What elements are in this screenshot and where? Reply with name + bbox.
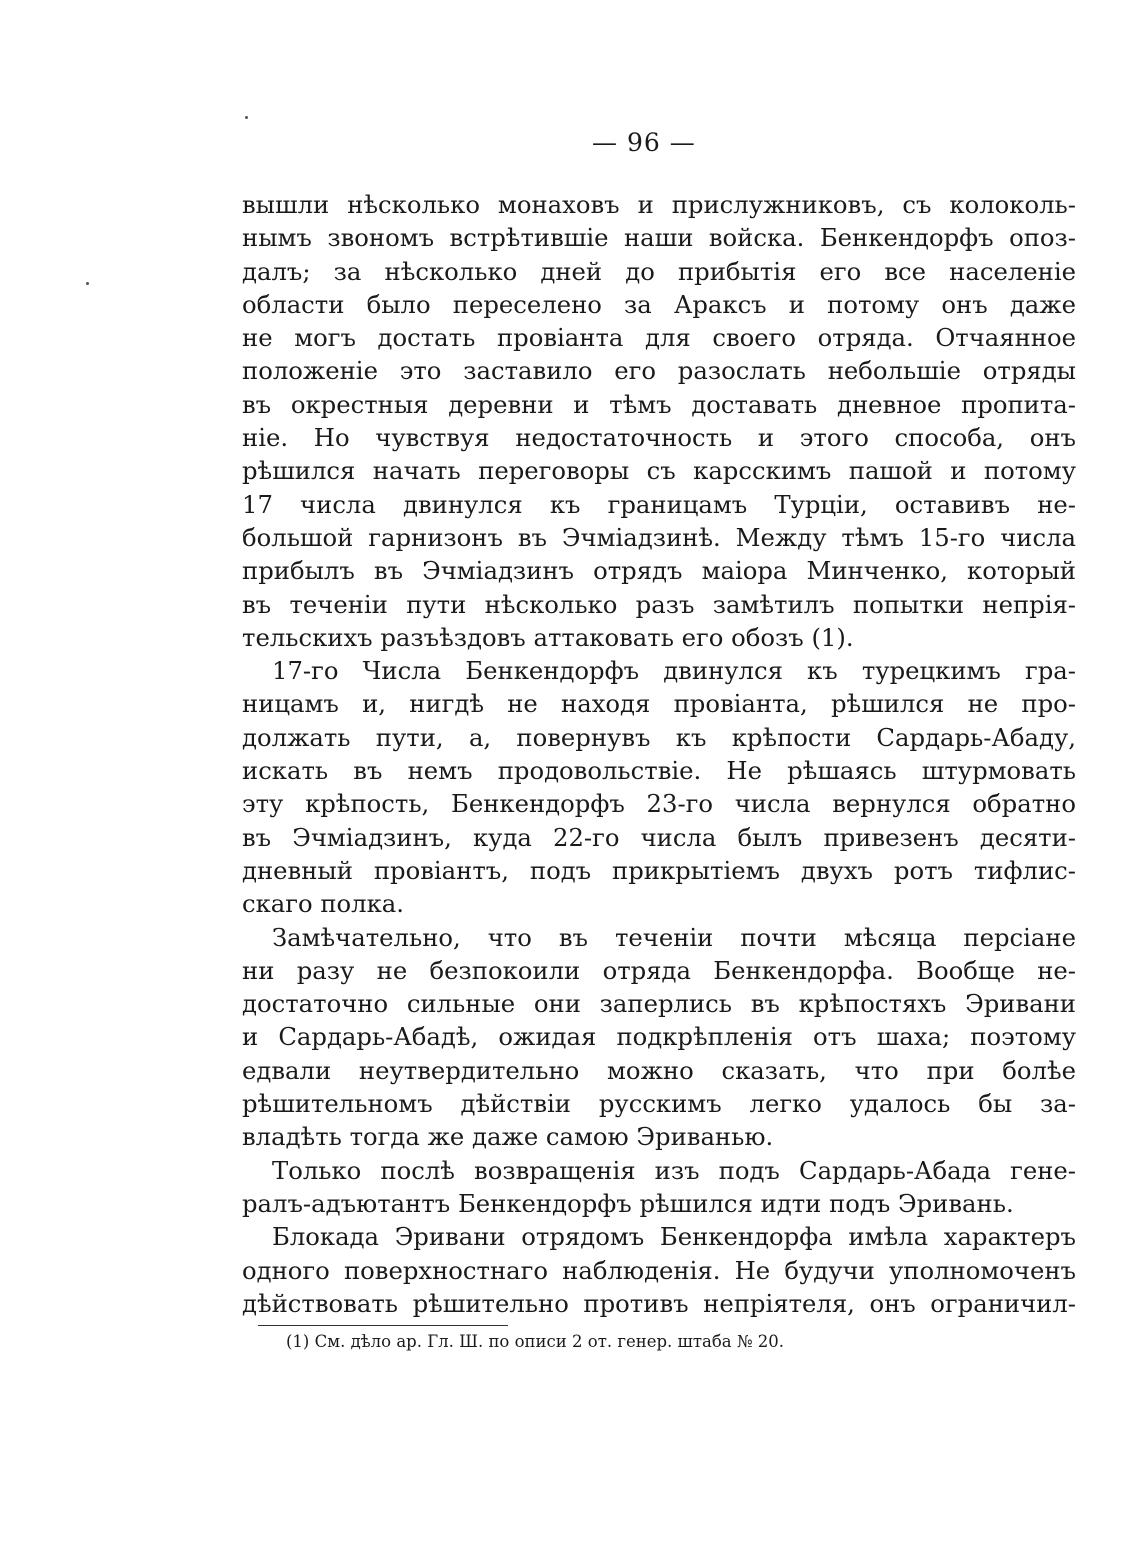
- text-line: Блокада Эривани отрядомъ Бенкендорфа имѣла характеръ: [272, 1222, 1076, 1252]
- scan-speck: [86, 282, 89, 285]
- text-line: въ теченіи пути нѣсколько разъ замѣтилъ попытки непрія-: [242, 589, 1076, 619]
- text-line: одного поверхностнаго наблюденія. Не будучи уполномоченъ: [242, 1255, 1076, 1285]
- text-line: 17 числа двинулся къ границамъ Турціи, оставивъ не-: [242, 489, 1076, 519]
- footnote-divider: [258, 1325, 508, 1326]
- text-line: вышли нѣсколько монаховъ и прислужниковъ, съ колоколь-: [242, 190, 1076, 219]
- text-line: тельскихъ разъѣздовъ аттаковать его обозъ (1).: [242, 622, 854, 652]
- text-line: въ Эчміадзинъ, куда 22-го числа былъ привезенъ десяти-: [242, 822, 1076, 852]
- text-line: рѣшился начать переговоры съ карсскимъ пашой и потому: [242, 456, 1076, 486]
- text-line: 17-го Числа Бенкендорфъ двинулся къ турецкимъ гра-: [272, 656, 1076, 686]
- text-line: владѣть тогда же даже самою Эриванью.: [242, 1122, 774, 1152]
- text-line: ни разу не безпокоили отряда Бенкендорфа. Вообще не-: [242, 955, 1076, 985]
- text-line: едвали неутвердительно можно сказать, что при болѣе: [242, 1055, 1076, 1085]
- body-text: [242, 188, 1076, 1320]
- text-line: искать въ немъ продовольствіе. Не рѣшаясь штурмовать: [242, 756, 1076, 786]
- text-line: нымъ звономъ встрѣтившіе наши войска. Бенкендорфъ опоз-: [242, 223, 1076, 253]
- text-line: должать пути, а, повернувъ къ крѣпости Сардарь-Абаду,: [242, 722, 1076, 752]
- text-line: далъ; за нѣсколько дней до прибытія его все населеніе: [242, 256, 1076, 286]
- scan-speck: [245, 116, 248, 119]
- text-line: дѣйствовать рѣшительно противъ непріятеля, онъ ограничил-: [242, 1288, 1076, 1318]
- text-line: въ окрестныя деревни и тѣмъ доставать дневное пропита-: [242, 389, 1076, 419]
- text-line: прибылъ въ Эчміадзинъ отрядъ маіора Минченко, который: [242, 556, 1076, 586]
- text-line: достаточно сильные они заперлись въ крѣпостяхъ Эривани: [242, 989, 1076, 1019]
- text-line: скаго полка.: [242, 889, 405, 919]
- footnote: (1) См. дѣло ар. Гл. Ш. по описи 2 от. генер. штаба № 20.: [286, 1332, 784, 1351]
- text-line: рѣшительномъ дѣйствіи русскимъ легко удалось бы за-: [242, 1089, 1076, 1119]
- text-line: не могъ достать провіанта для своего отряда. Отчаянное: [242, 323, 1076, 353]
- text-line: эту крѣпость, Бенкендорфъ 23-го числа вернулся обратно: [242, 789, 1076, 819]
- text-line: Замѣчательно, что въ теченіи почти мѣсяца персіане: [272, 922, 1076, 952]
- text-line: положеніе это заставило его разослать небольшіе отряды: [242, 356, 1076, 386]
- text-line: ралъ-адъютантъ Бенкендорфъ рѣшился идти подъ Эривань.: [242, 1188, 1014, 1218]
- text-line: Только послѣ возвращенія изъ подъ Сардарь-Абада гене-: [272, 1155, 1076, 1185]
- text-line: и Сардарь-Абадѣ, ожидая подкрѣпленія отъ шаха; поэтому: [242, 1022, 1076, 1052]
- text-line: большой гарнизонъ въ Эчміадзинѣ. Между тѣмъ 15-го числа: [242, 522, 1076, 552]
- text-line: области было переселено за Араксъ и потому онъ даже: [242, 289, 1076, 319]
- page-number: — 96 —: [592, 128, 696, 157]
- text-line: ніе. Но чувствуя недостаточность и этого способа, онъ: [242, 423, 1076, 453]
- text-line: дневный провіантъ, подъ прикрытіемъ двухъ ротъ тифлис-: [242, 855, 1076, 885]
- text-line: ницамъ и, нигдѣ не находя провіанта, рѣшился не про-: [242, 689, 1076, 719]
